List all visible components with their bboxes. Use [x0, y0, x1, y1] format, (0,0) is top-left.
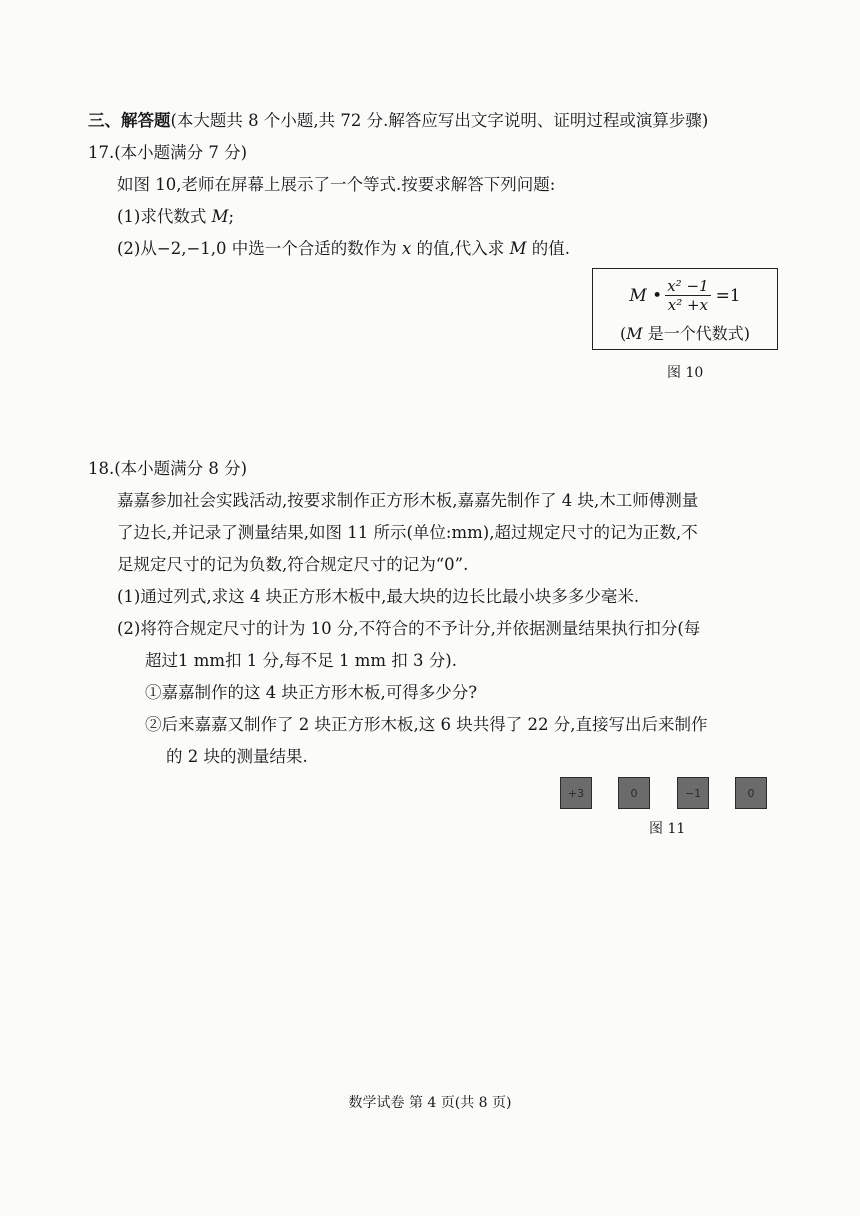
equation-rhs: =1: [715, 285, 741, 306]
q18-sub1: ①嘉嘉制作的这 4 块正方形木板,可得多少分?: [145, 683, 478, 702]
equation: [593, 277, 777, 314]
fraction: [665, 277, 710, 314]
equation-lhs: M •: [629, 285, 663, 306]
q18-header: 18.(本小题满分 8 分): [88, 459, 248, 478]
q18-line1: 嘉嘉参加社会实践活动,按要求制作正方形木板,嘉嘉先制作了 4 块,木工师傅测量: [117, 491, 699, 510]
q17-part2-text: (2)从−2,−1,0 中选一个合适的数作为: [117, 239, 402, 258]
q18-part2-line2: 超过1 mm扣 1 分,每不足 1 mm 扣 3 分).: [145, 651, 457, 670]
board-1: +3: [560, 777, 592, 809]
q18-line3: 足规定尺寸的记为负数,符合规定尺寸的记为“0”.: [117, 555, 469, 574]
note-open: (: [620, 324, 627, 343]
q17-part1: [117, 206, 234, 228]
q17-intro: 如图 10,老师在屏幕上展示了一个等式.按要求解答下列问题:: [117, 175, 556, 194]
figure-11-caption: 图 11: [649, 821, 686, 837]
var-x: x: [402, 239, 412, 258]
q17-part1-end: ;: [228, 207, 235, 226]
section-title: 三、解答题: [88, 111, 171, 130]
var-m: M: [211, 207, 229, 226]
q18-sub2-line1: ②后来嘉嘉又制作了 2 块正方形木板,这 6 块共得了 22 分,直接写出后来制作: [145, 715, 708, 734]
q18-part2-line1: (2)将符合规定尺寸的计为 10 分,不符合的不予计分,并依据测量结果执行扣分(每: [117, 619, 701, 638]
fraction-numerator: x² −1: [667, 277, 709, 295]
page-footer: 数学试卷 第 4 页(共 8 页): [348, 1095, 512, 1111]
figure-10-equation-box: [592, 268, 778, 350]
q17-header: 17.(本小题满分 7 分): [88, 143, 248, 162]
equation-note: [593, 321, 777, 344]
note-text: 是一个代数式): [642, 324, 750, 343]
q18-line2: 了边长,并记录了测量结果,如图 11 所示(单位:mm),超过规定尺寸的记为正数,不: [117, 523, 698, 542]
q17-part2: [117, 238, 570, 260]
var-m: M: [626, 324, 643, 343]
fraction-denominator: x² +x: [667, 296, 709, 314]
var-m: M: [509, 239, 527, 258]
board-3: −1: [677, 777, 709, 809]
q18-part1: (1)通过列式,求这 4 块正方形木板中,最大块的边长比最小块多多少毫米.: [117, 587, 640, 606]
q18-sub2-line2: 的 2 块的测量结果.: [166, 747, 308, 766]
q17-part2-end: 的值.: [526, 239, 570, 258]
section-description: (本大题共 8 个小题,共 72 分.解答应写出文字说明、证明过程或演算步骤): [170, 111, 709, 130]
board-4: 0: [735, 777, 767, 809]
figure-10-caption: 图 10: [667, 365, 704, 381]
board-2: 0: [618, 777, 650, 809]
q17-part2-mid: 的值,代入求: [411, 239, 510, 258]
section-header: [88, 110, 708, 132]
q17-part1-text: (1)求代数式: [117, 207, 212, 226]
